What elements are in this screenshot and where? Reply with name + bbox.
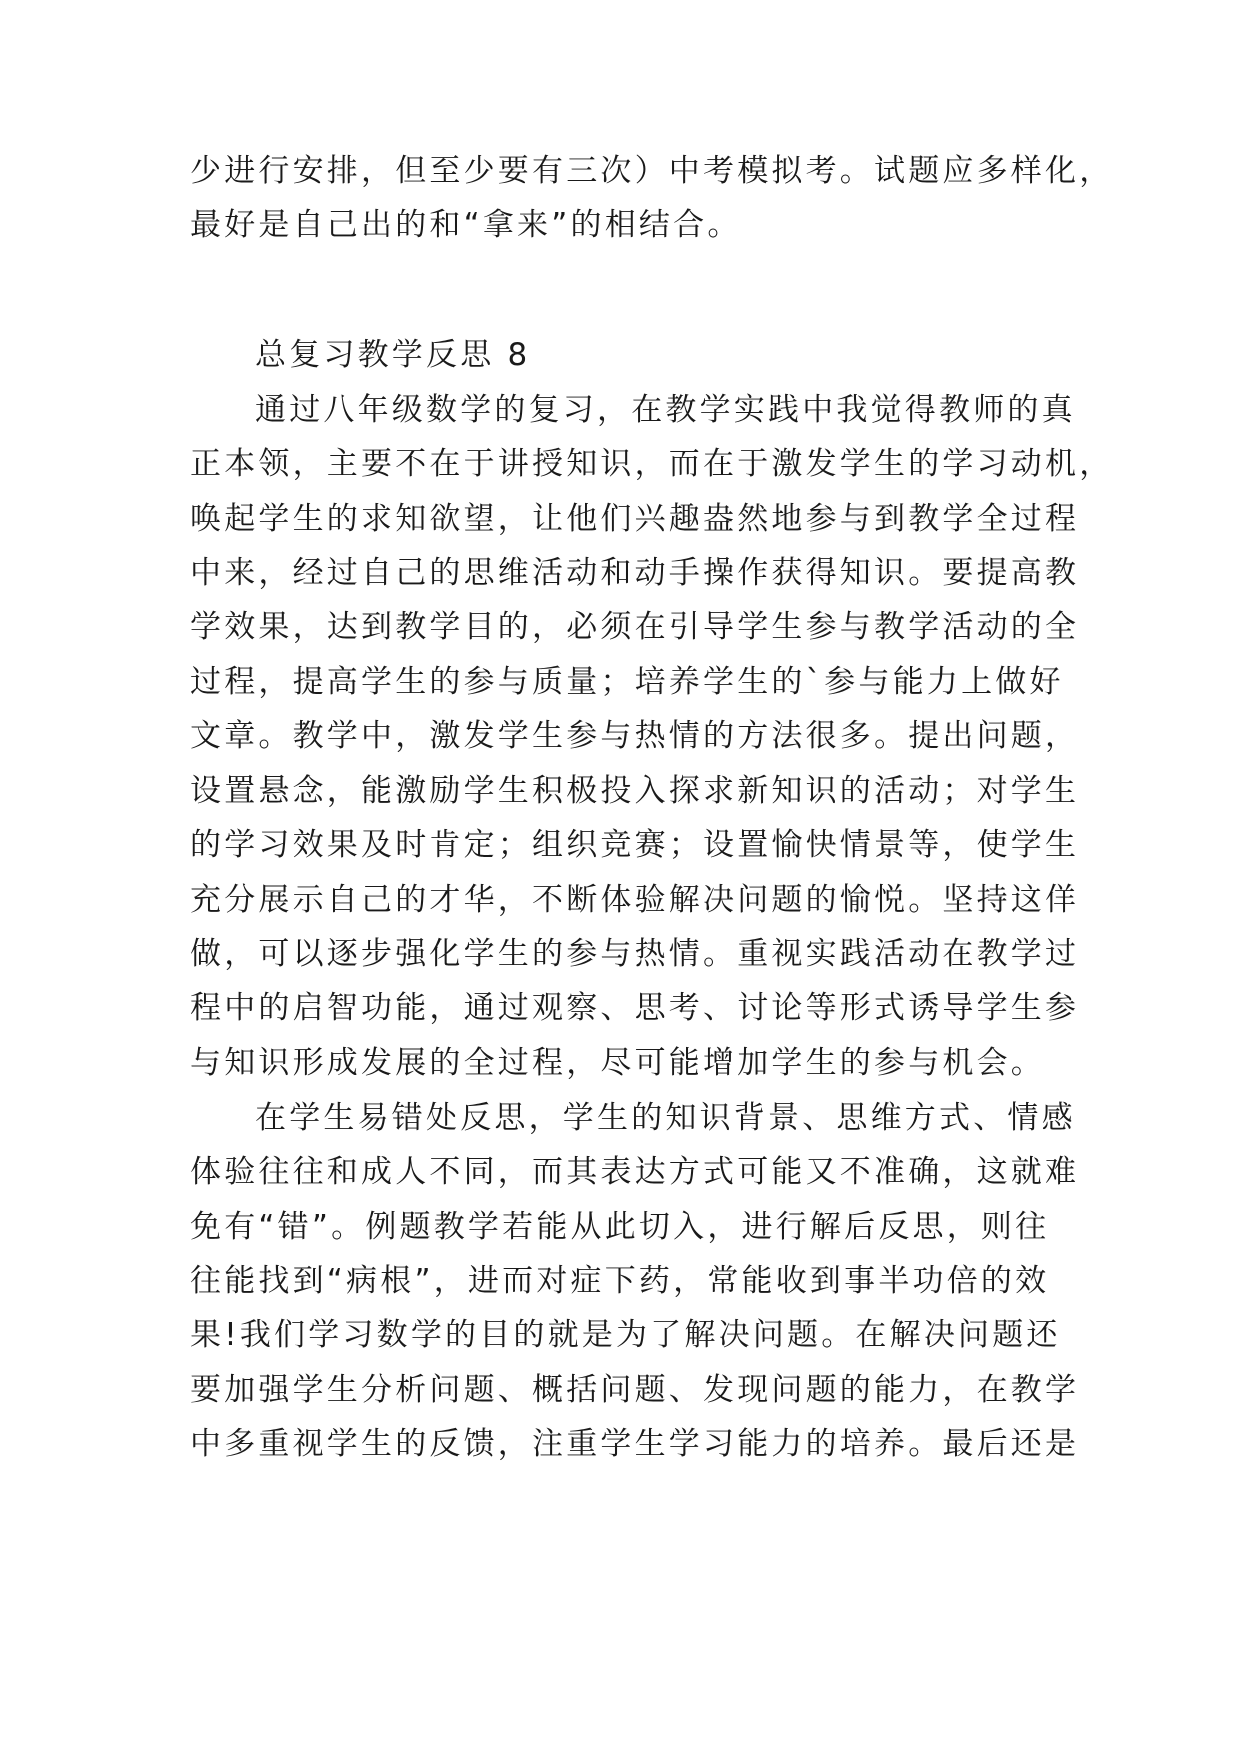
- text-line: 免有“错”。例题教学若能从此切入，进行解后反思，则往: [190, 1209, 1050, 1245]
- text-line: 与知识形成发展的全过程，尽可能增加学生的参与机会。: [190, 1045, 1045, 1081]
- text-line: 最好是自己出的和“拿来”的相结合。: [190, 207, 742, 243]
- paragraph-start: 通过八年级数学的复习，在教学实践中我觉得教师的真: [255, 392, 1076, 428]
- text-line: 要加强学生分析问题、概括问题、发现问题的能力，在教学: [190, 1372, 1080, 1408]
- text-line: 程中的启智功能，通过观察、思考、讨论等形式诱导学生参: [190, 990, 1080, 1026]
- section-heading: 总复习教学反思 8: [255, 337, 531, 373]
- text-line: 过程，提高学生的参与质量；培养学生的`参与能力上做好: [190, 664, 1064, 700]
- text-line: 充分展示自己的才华，不断体验解决问题的愉悦。坚持这佯: [190, 882, 1080, 918]
- paragraph-start: 在学生易错处反思，学生的知识背景、思维方式、情感: [255, 1100, 1076, 1136]
- text-line: 体验往往和成人不同，而其表达方式可能又不准确，这就难: [190, 1154, 1080, 1190]
- text-line: 往能找到“病根”，进而对症下药，常能收到事半功倍的效: [190, 1263, 1050, 1299]
- text-line: 中来，经过自己的思维活动和动手操作获得知识。要提高教: [190, 555, 1080, 591]
- text-line: 少进行安排，但至少要有三次）中考模拟考。试题应多样化，: [190, 153, 1114, 189]
- text-line: 学效果，达到教学目的，必须在引导学生参与教学活动的全: [190, 609, 1080, 645]
- text-line: 的学习效果及时肯定；组织竞赛；设置愉快情景等，使学生: [190, 827, 1080, 863]
- text-line: 中多重视学生的反馈，注重学生学习能力的培养。最后还是: [190, 1426, 1080, 1462]
- text-line: 设置悬念，能激励学生积极投入探求新知识的活动；对学生: [190, 773, 1080, 809]
- text-line: 做，可以逐步强化学生的参与热情。重视实践活动在教学过: [190, 936, 1080, 972]
- text-line: 正本领，主要不在于讲授知识，而在于激发学生的学习动机，: [190, 446, 1114, 482]
- text-line: 文章。教学中，激发学生参与热情的方法很多。提出问题，: [190, 718, 1080, 754]
- text-line: 唤起学生的求知欲望，让他们兴趣盎然地参与到教学全过程: [190, 501, 1080, 537]
- text-line: 果!我们学习数学的目的就是为了解决问题。在解决问题还: [190, 1317, 1061, 1353]
